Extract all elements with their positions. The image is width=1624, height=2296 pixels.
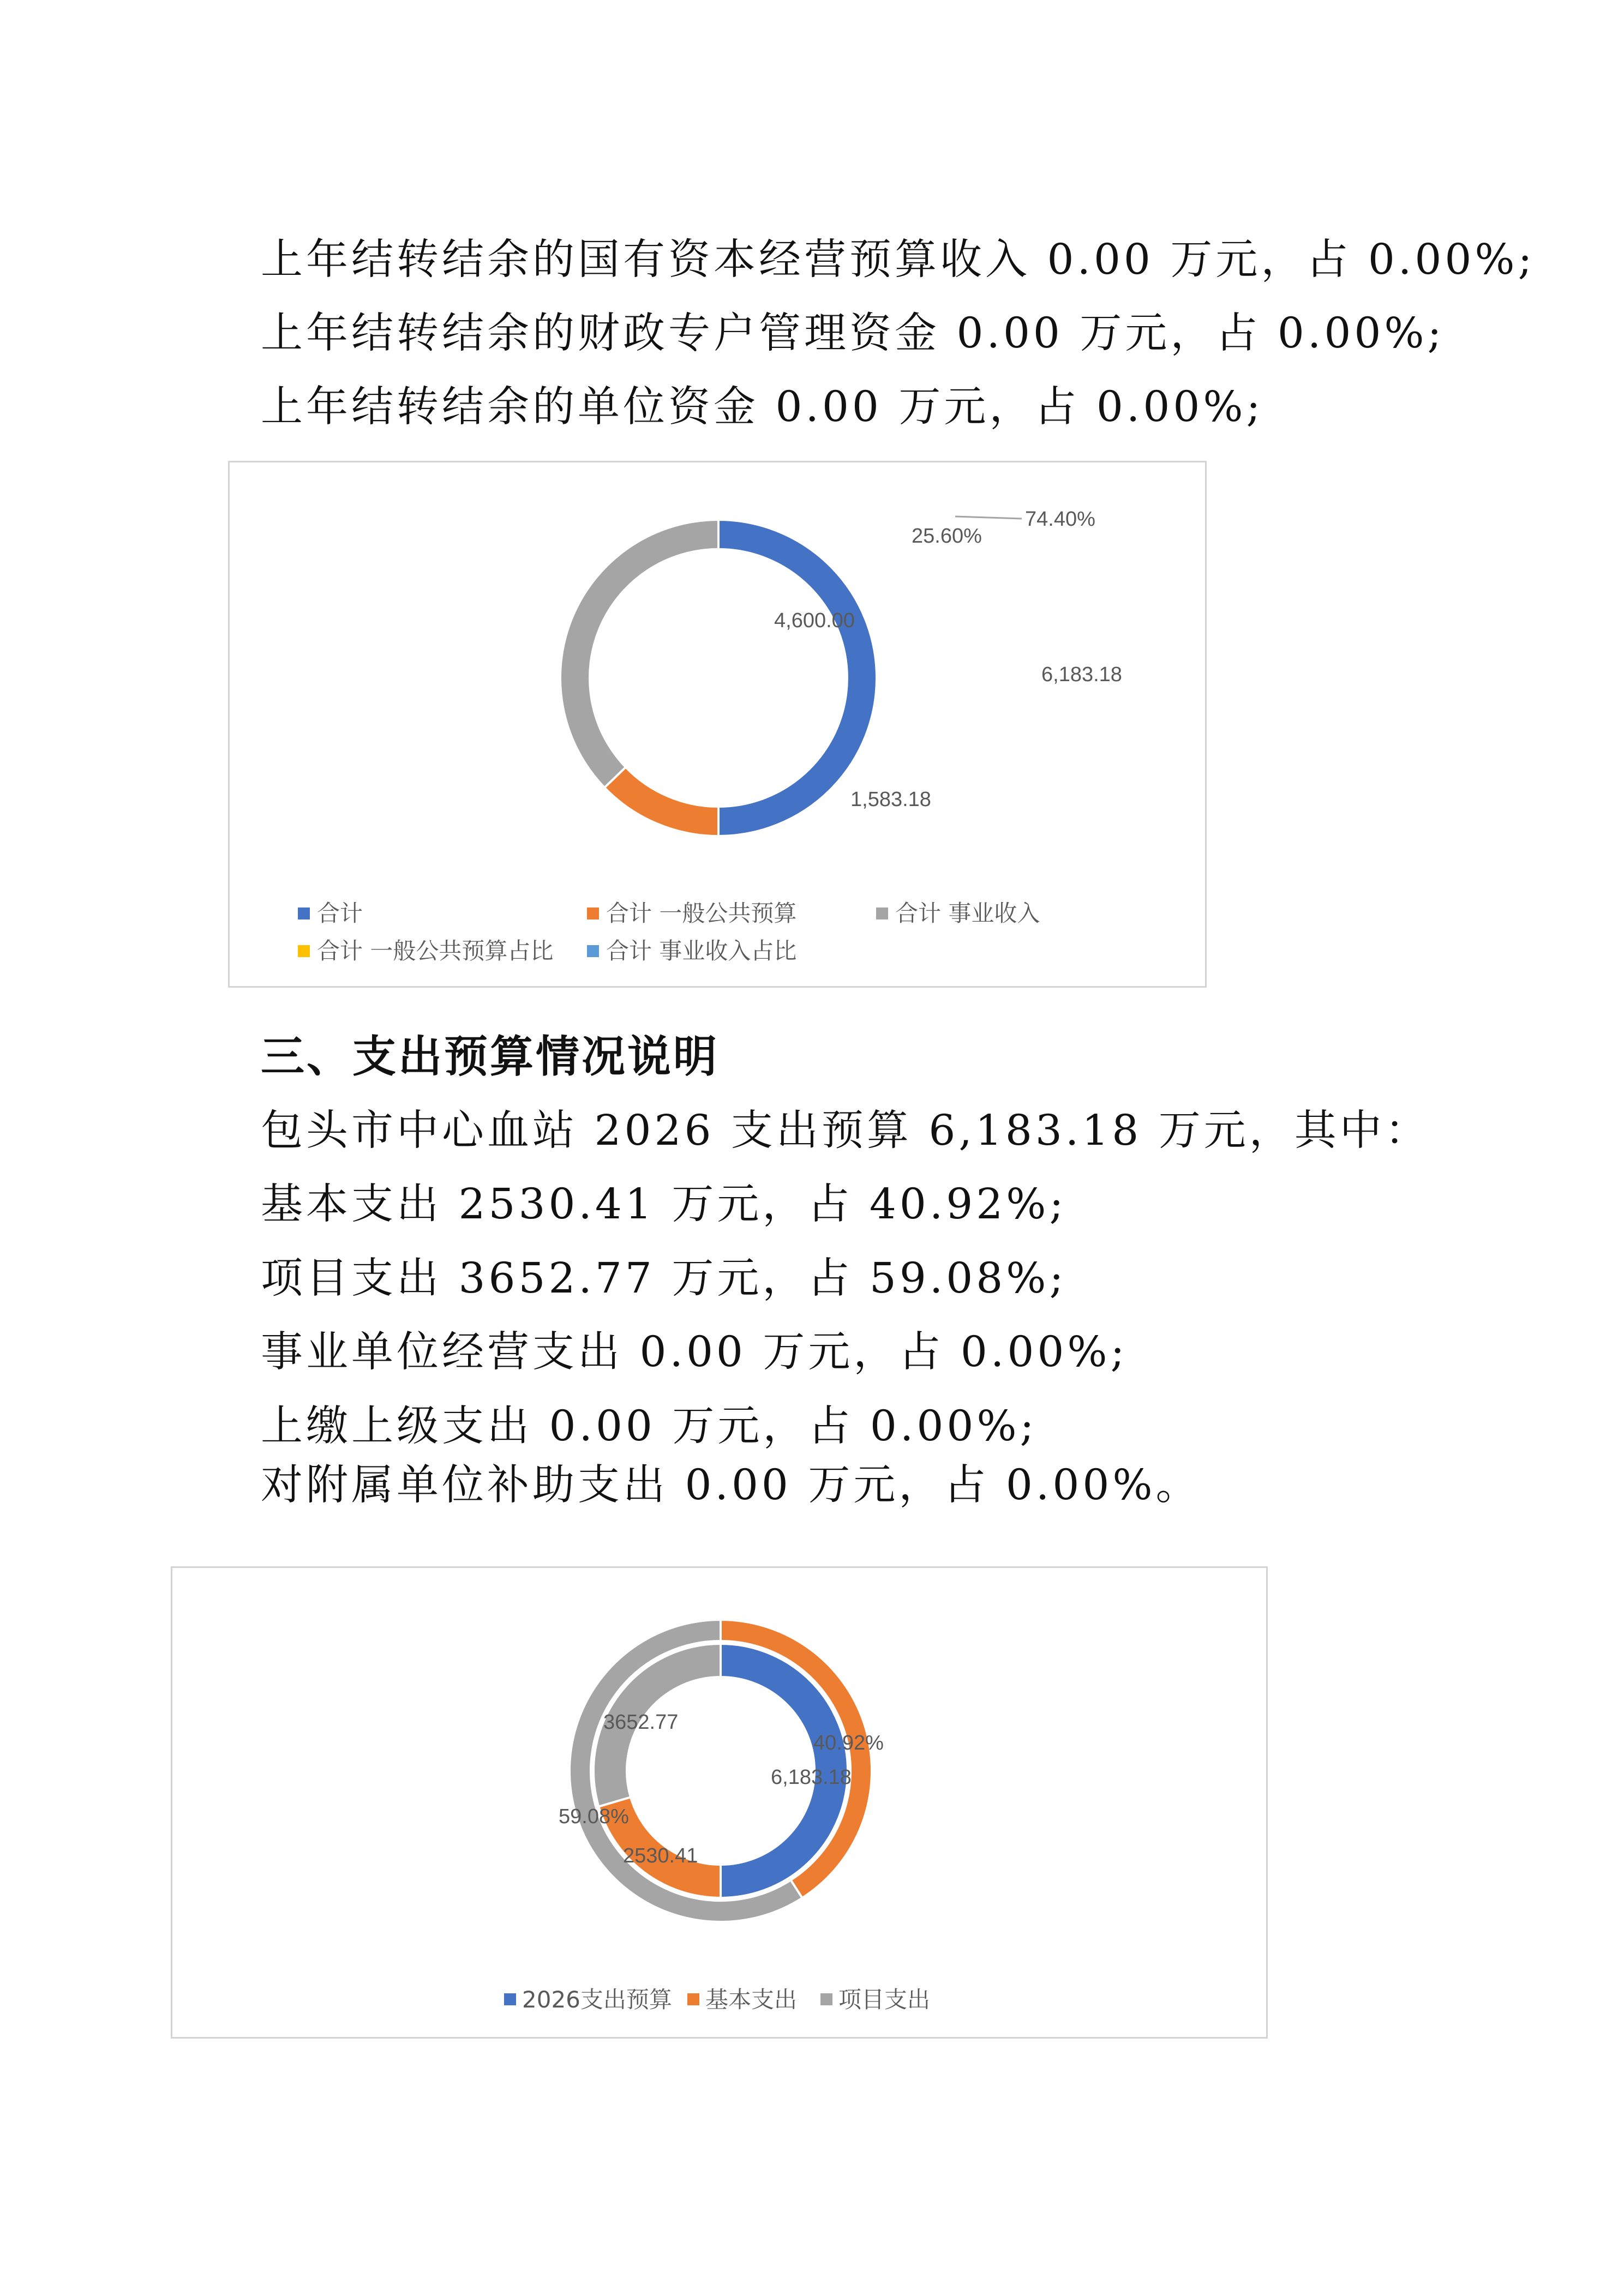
data-label-59-08: 59.08% xyxy=(559,1805,629,1828)
income-doughnut-svg xyxy=(230,462,1208,989)
legend-swatch-general-budget xyxy=(587,907,599,919)
text-line-business-operation: 事业单位经营支出 0.00 万元，占 0.00%; xyxy=(261,1328,1128,1377)
legend-label-basic: 基本支出 xyxy=(705,1986,798,2013)
text-line-carryover-state-capital: 上年结转结余的国有资本经营预算收入 0.00 万元，占 0.00%; xyxy=(261,236,1536,284)
legend-swatch-business-ratio xyxy=(587,945,599,957)
legend xyxy=(504,1986,930,2013)
data-label-74-40: 74.40% xyxy=(1025,508,1095,531)
legend-label-total: 合计 xyxy=(317,900,363,927)
data-label-25-60: 25.60% xyxy=(912,525,982,548)
text-line-subsidiary-subsidy: 对附属单位补助支出 0.00 万元，占 0.00%。 xyxy=(261,1461,1201,1510)
legend-swatch-project xyxy=(820,1993,832,2005)
text-line-carryover-unit-funds: 上年结转结余的单位资金 0.00 万元，占 0.00%; xyxy=(261,383,1264,431)
legend-label-business-income: 合计 事业收入 xyxy=(895,900,1040,927)
text-line-project-expenditure: 项目支出 3652.77 万元，占 59.08%; xyxy=(261,1254,1067,1303)
slice-business-income xyxy=(560,520,718,788)
legend-label-2026-budget: 2026支出预算 xyxy=(522,1986,672,2013)
legend xyxy=(298,900,1040,964)
legend-swatch-2026-budget xyxy=(504,1993,516,2005)
expenditure-doughnut-svg xyxy=(172,1568,1269,2040)
legend-swatch-total xyxy=(298,907,310,919)
text-line-expenditure-total: 包头市中心血站 2026 支出预算 6,183.18 万元，其中： xyxy=(261,1107,1430,1155)
legend-swatch-general-ratio xyxy=(298,945,310,957)
data-label-1583: 1,583.18 xyxy=(850,788,931,811)
slice-general-budget xyxy=(604,767,718,836)
legend-label-general-ratio: 合计 一般公共预算占比 xyxy=(317,937,554,964)
leader-line-74-40 xyxy=(955,516,1022,519)
data-label-6183-inner: 6,183.18 xyxy=(771,1766,852,1789)
data-label-4600: 4,600.00 xyxy=(774,609,855,632)
text-line-carryover-fiscal-account: 上年结转结余的财政专户管理资金 0.00 万元，占 0.00%; xyxy=(261,309,1445,358)
income-doughnut-chart xyxy=(228,461,1207,988)
text-line-superior-payment: 上缴上级支出 0.00 万元，占 0.00%; xyxy=(261,1402,1038,1451)
text-line-basic-expenditure: 基本支出 2530.41 万元，占 40.92%; xyxy=(261,1180,1067,1229)
section-heading-expenditure: 三、支出预算情况说明 xyxy=(261,1031,719,1082)
data-label-40-92: 40.92% xyxy=(813,1732,884,1754)
legend-swatch-business-income xyxy=(876,907,888,919)
data-label-6183: 6,183.18 xyxy=(1041,663,1122,686)
legend-label-general-budget: 合计 一般公共预算 xyxy=(606,900,797,927)
expenditure-doughnut-chart xyxy=(171,1566,1268,2039)
legend-swatch-basic xyxy=(687,1993,699,2005)
data-label-3652: 3652.77 xyxy=(603,1711,679,1734)
legend-label-project: 项目支出 xyxy=(838,1986,931,2013)
data-label-2530: 2530.41 xyxy=(623,1844,698,1867)
legend-label-business-ratio: 合计 事业收入占比 xyxy=(606,937,797,964)
